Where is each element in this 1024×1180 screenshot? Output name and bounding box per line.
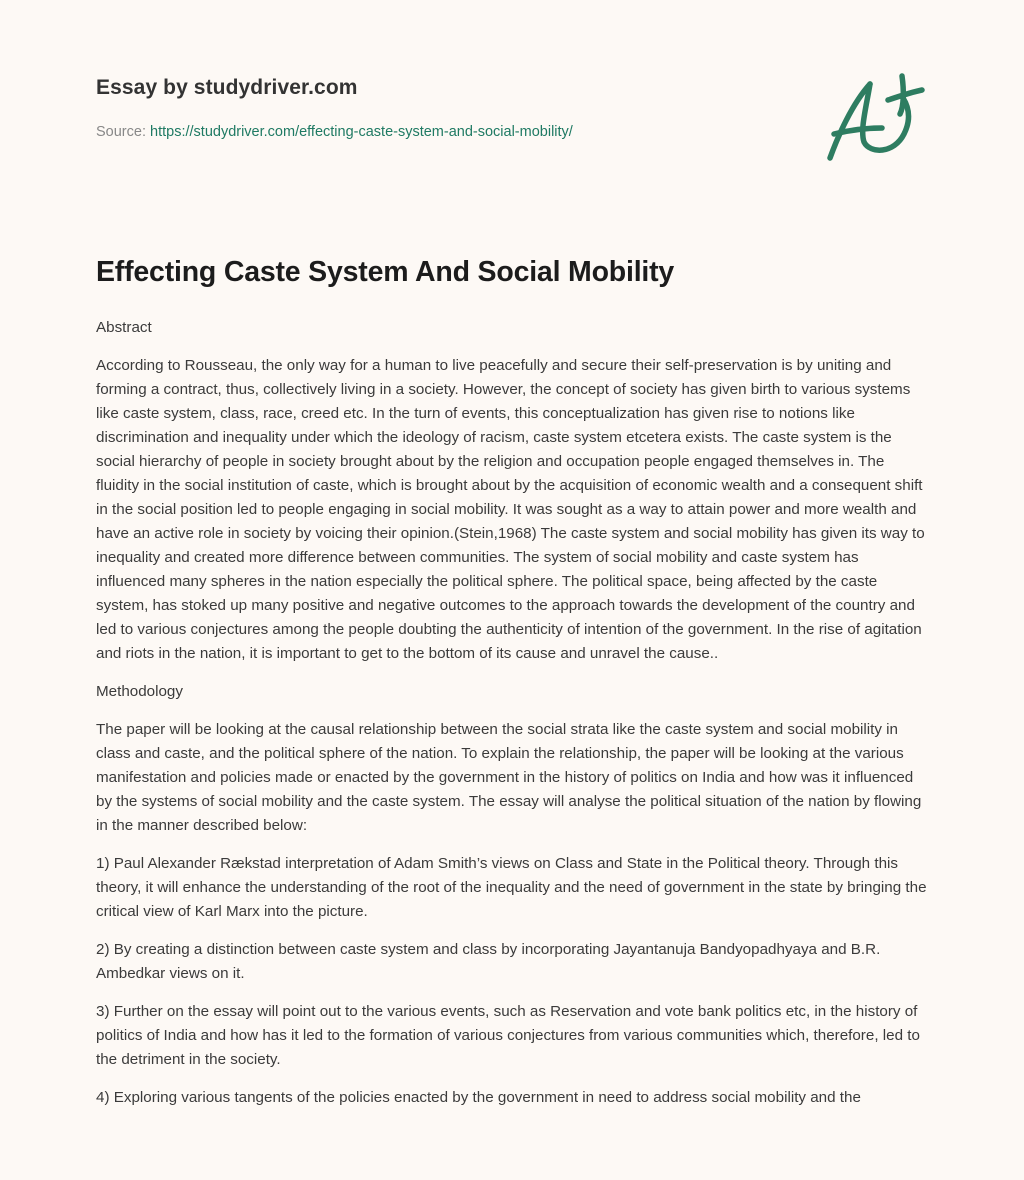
essay-title: Effecting Caste System And Social Mobility bbox=[96, 256, 675, 288]
essay-body bbox=[96, 316, 931, 1124]
a-plus-grade-icon bbox=[820, 68, 930, 168]
brand-title: Essay by studydriver.com bbox=[96, 76, 358, 99]
methodology-heading: Methodology bbox=[96, 683, 183, 700]
abstract-heading: Abstract bbox=[96, 319, 152, 336]
methodology-paragraph: The paper will be looking at the causal relationship between the social strata like the caste system and social mobility in class and caste, and the political sphere of the nation. To explain the relationship, the paper will be looking at the various manifestation and policies made or enacted by the government in the history of politics on India and how was it influenced by the systems of social mobility and the caste system. The essay will analyse the political situation of the nation by flowing in the manner described below: bbox=[96, 721, 922, 834]
abstract-paragraph: According to Rousseau, the only way for a human to live peacefully and secure their self-preservation is by uniting and forming a contract, thus, collectively living in a society. However, the concept of society has given birth to various systems like caste system, class, race, creed etc. In the turn of events, this conceptualization has given rise to notions like discrimination and inequality under which the ideology of racism, caste system etcetera exists. The caste system is the social hierarchy of people in society brought about by the religion and occupation people engaged themselves in. The fluidity in the social institution of caste, which is brought about by the acquisition of economic wealth and a consequent shift in the social position led to people engaging in social mobility. It was sought as a way to attain power and more wealth and have an active role in society by voicing their opinion.(Stein,1968) The caste system and social mobility has given its way to inequality and created more difference between communities. The system of social mobility and caste system has influenced many spheres in the nation especially the political sphere. The political space, being affected by the caste system, has stoked up many positive and negative outcomes to the approach towards the development of the country and led to various conjectures among the people doubting the authenticity of intention of the government. In the rise of agitation and riots in the nation, it is important to get to the bottom of its cause and unravel the cause.. bbox=[96, 357, 925, 662]
source-label: Source: bbox=[96, 124, 146, 140]
methodology-point-4: 4) Exploring various tangents of the policies enacted by the government in need to address social mobility and the bbox=[96, 1089, 861, 1106]
methodology-point-2: 2) By creating a distinction between caste system and class by incorporating Jayantanuja Bandyopadhyaya and B.R. Ambedkar views on it. bbox=[96, 941, 881, 982]
source-link[interactable]: https://studydriver.com/effecting-caste-system-and-social-mobility/ bbox=[150, 124, 573, 140]
methodology-point-1: 1) Paul Alexander Rækstad interpretation of Adam Smith’s views on Class and State in the Political theory. Through this theory, it will enhance the understanding of the root of the inequality and the need of government in the state by bringing the critical view of Karl Marx into the picture. bbox=[96, 855, 927, 920]
source-line bbox=[96, 124, 573, 140]
methodology-point-3: 3) Further on the essay will point out to the various events, such as Reservation and vote bank politics etc, in the history of politics of India and how has it led to the formation of various conjectures from various communities which, therefore, led to the detriment in the society. bbox=[96, 1003, 920, 1068]
